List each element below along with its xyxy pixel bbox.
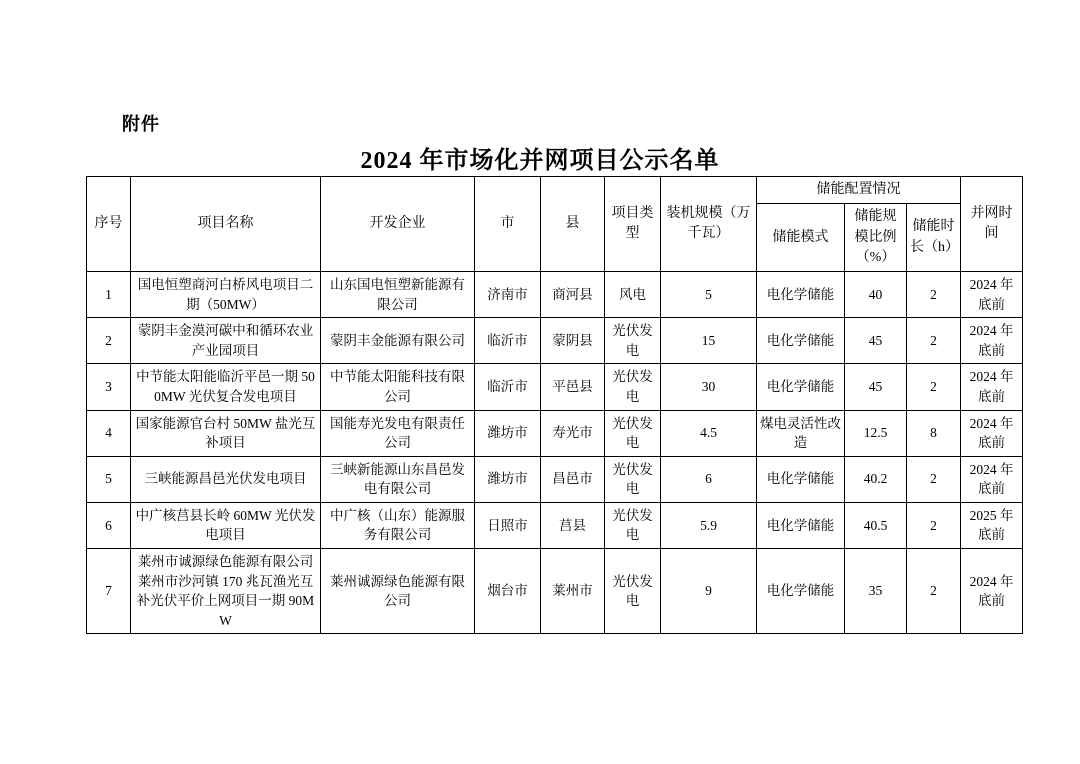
cell-county: 昌邑市 <box>541 456 605 502</box>
cell-project-type: 光伏发电 <box>605 364 661 410</box>
cell-storage-mode: 电化学储能 <box>757 456 845 502</box>
cell-storage-mode: 电化学储能 <box>757 318 845 364</box>
cell-grid-time: 2024 年底前 <box>961 456 1023 502</box>
cell-city: 潍坊市 <box>475 410 541 456</box>
cell-storage-mode: 煤电灵活性改造 <box>757 410 845 456</box>
table-row <box>87 502 1023 548</box>
cell-seq: 1 <box>87 272 131 318</box>
cell-seq: 5 <box>87 456 131 502</box>
header-storage-mode: 储能模式 <box>757 204 845 272</box>
table-row <box>87 272 1023 318</box>
cell-county: 蒙阴县 <box>541 318 605 364</box>
cell-project-name: 国家能源官台村 50MW 盐光互补项目 <box>131 410 321 456</box>
cell-project-type: 光伏发电 <box>605 318 661 364</box>
cell-storage-hours: 2 <box>907 272 961 318</box>
cell-project-name: 三峡能源昌邑光伏发电项目 <box>131 456 321 502</box>
cell-capacity: 4.5 <box>661 410 757 456</box>
cell-project-type: 光伏发电 <box>605 410 661 456</box>
cell-county: 平邑县 <box>541 364 605 410</box>
cell-county: 商河县 <box>541 272 605 318</box>
header-city: 市 <box>475 177 541 272</box>
cell-project-name: 中节能太阳能临沂平邑一期 500MW 光伏复合发电项目 <box>131 364 321 410</box>
cell-developer: 莱州诚源绿色能源有限公司 <box>321 548 475 633</box>
cell-capacity: 15 <box>661 318 757 364</box>
cell-developer: 山东国电恒塑新能源有限公司 <box>321 272 475 318</box>
header-storage-hours: 储能时长（h） <box>907 204 961 272</box>
project-list-table-wrapper <box>86 176 1014 634</box>
cell-storage-mode: 电化学储能 <box>757 272 845 318</box>
cell-city: 济南市 <box>475 272 541 318</box>
table-body <box>87 272 1023 634</box>
cell-developer: 三峡新能源山东昌邑发电有限公司 <box>321 456 475 502</box>
cell-storage-mode: 电化学储能 <box>757 502 845 548</box>
cell-project-type: 光伏发电 <box>605 502 661 548</box>
cell-project-type: 风电 <box>605 272 661 318</box>
cell-developer: 中节能太阳能科技有限公司 <box>321 364 475 410</box>
cell-county: 莒县 <box>541 502 605 548</box>
table-row <box>87 456 1023 502</box>
cell-storage-ratio: 40.5 <box>845 502 907 548</box>
header-county: 县 <box>541 177 605 272</box>
cell-storage-hours: 2 <box>907 456 961 502</box>
table-header <box>87 177 1023 272</box>
table-header-row-1 <box>87 177 1023 204</box>
table-row <box>87 410 1023 456</box>
cell-storage-ratio: 35 <box>845 548 907 633</box>
cell-storage-ratio: 12.5 <box>845 410 907 456</box>
cell-storage-hours: 2 <box>907 548 961 633</box>
cell-city: 日照市 <box>475 502 541 548</box>
cell-capacity: 6 <box>661 456 757 502</box>
cell-county: 莱州市 <box>541 548 605 633</box>
header-project-type: 项目类型 <box>605 177 661 272</box>
cell-project-type: 光伏发电 <box>605 456 661 502</box>
cell-grid-time: 2025 年底前 <box>961 502 1023 548</box>
cell-city: 烟台市 <box>475 548 541 633</box>
cell-developer: 国能寿光发电有限责任公司 <box>321 410 475 456</box>
cell-storage-mode: 电化学储能 <box>757 364 845 410</box>
cell-storage-ratio: 40 <box>845 272 907 318</box>
cell-county: 寿光市 <box>541 410 605 456</box>
cell-capacity: 5.9 <box>661 502 757 548</box>
header-developer: 开发企业 <box>321 177 475 272</box>
cell-city: 临沂市 <box>475 364 541 410</box>
attachment-label: 附件 <box>122 114 160 134</box>
header-project-name: 项目名称 <box>131 177 321 272</box>
cell-seq: 4 <box>87 410 131 456</box>
cell-capacity: 9 <box>661 548 757 633</box>
cell-storage-hours: 2 <box>907 318 961 364</box>
cell-city: 潍坊市 <box>475 456 541 502</box>
header-storage-group: 储能配置情况 <box>757 177 961 204</box>
table-row <box>87 364 1023 410</box>
cell-storage-ratio: 45 <box>845 364 907 410</box>
header-storage-ratio: 储能规模比例（%） <box>845 204 907 272</box>
header-seq: 序号 <box>87 177 131 272</box>
header-grid-time: 并网时间 <box>961 177 1023 272</box>
cell-capacity: 5 <box>661 272 757 318</box>
cell-project-name: 莱州市诚源绿色能源有限公司莱州市沙河镇 170 兆瓦渔光互补光伏平价上网项目一期 90MW <box>131 548 321 633</box>
cell-storage-ratio: 45 <box>845 318 907 364</box>
page-title: 2024 年市场化并网项目公示名单 <box>360 148 720 174</box>
cell-grid-time: 2024 年底前 <box>961 272 1023 318</box>
table-row <box>87 318 1023 364</box>
cell-city: 临沂市 <box>475 318 541 364</box>
cell-developer: 中广核（山东）能源服务有限公司 <box>321 502 475 548</box>
cell-developer: 蒙阴丰金能源有限公司 <box>321 318 475 364</box>
cell-storage-mode: 电化学储能 <box>757 548 845 633</box>
cell-project-type: 光伏发电 <box>605 548 661 633</box>
cell-storage-ratio: 40.2 <box>845 456 907 502</box>
table-row <box>87 548 1023 633</box>
cell-project-name: 蒙阴丰金漠河碳中和循环农业产业园项目 <box>131 318 321 364</box>
project-list-table <box>86 176 1023 634</box>
cell-grid-time: 2024 年底前 <box>961 548 1023 633</box>
cell-seq: 6 <box>87 502 131 548</box>
cell-seq: 3 <box>87 364 131 410</box>
cell-storage-hours: 2 <box>907 364 961 410</box>
header-capacity: 装机规模（万千瓦） <box>661 177 757 272</box>
cell-storage-hours: 8 <box>907 410 961 456</box>
cell-grid-time: 2024 年底前 <box>961 364 1023 410</box>
cell-seq: 7 <box>87 548 131 633</box>
cell-project-name: 中广核莒县长岭 60MW 光伏发电项目 <box>131 502 321 548</box>
cell-storage-hours: 2 <box>907 502 961 548</box>
cell-seq: 2 <box>87 318 131 364</box>
cell-project-name: 国电恒塑商河白桥风电项目二期（50MW） <box>131 272 321 318</box>
cell-grid-time: 2024 年底前 <box>961 410 1023 456</box>
cell-capacity: 30 <box>661 364 757 410</box>
cell-grid-time: 2024 年底前 <box>961 318 1023 364</box>
